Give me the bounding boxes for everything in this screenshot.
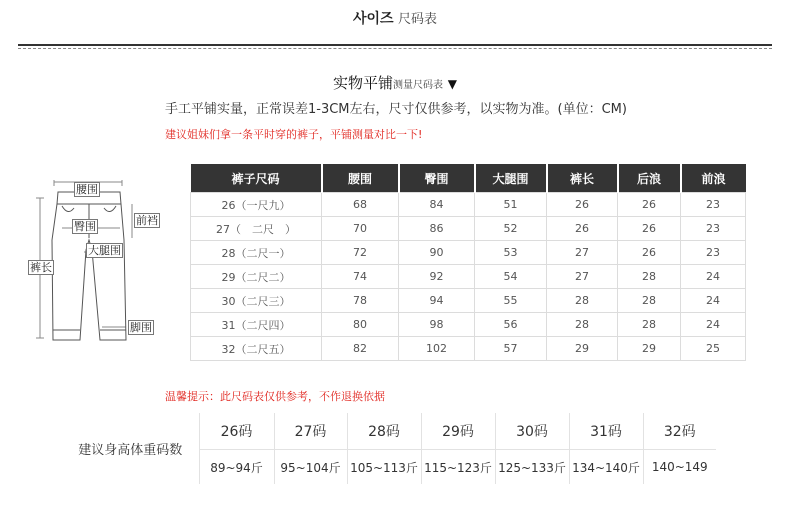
page-header [0, 8, 790, 28]
recommend-weight: 95~104斤 [274, 450, 347, 485]
measure-cell: 23 [681, 193, 746, 217]
measure-cell: 51 [475, 193, 547, 217]
recommend-size: 29码 [421, 413, 495, 450]
measure-cell: 84 [399, 193, 475, 217]
measure-cell: 28 [547, 313, 618, 337]
recommend-weight: 140~149 [643, 450, 716, 485]
size-cell: 32（二尺五） [191, 337, 322, 361]
size-table-row [191, 265, 746, 289]
warning-note: 温馨提示：此尺码表仅供参考，不作退换依据 [165, 390, 385, 403]
measure-cell: 90 [399, 241, 475, 265]
measure-cell: 74 [322, 265, 399, 289]
size-table-row [191, 193, 746, 217]
section-title-main: 实物平铺 [332, 74, 393, 92]
measure-cell: 92 [399, 265, 475, 289]
measurement-note: 手工平铺实量，正常误差1-3CM左右，尺寸仅供参考，以实物为准。(单位：CM) [165, 102, 627, 117]
size-table-row [191, 241, 746, 265]
size-table-row [191, 289, 746, 313]
header-waist: 腰围 [322, 164, 399, 193]
measure-cell: 28 [547, 289, 618, 313]
measure-cell: 82 [322, 337, 399, 361]
section-title [0, 72, 790, 93]
header-length: 裤长 [547, 164, 618, 193]
measure-cell: 70 [322, 217, 399, 241]
measure-cell: 26 [618, 217, 681, 241]
thigh-label: 大腿围 [88, 244, 121, 257]
measure-cell: 68 [322, 193, 399, 217]
header-back-rise: 后浪 [618, 164, 681, 193]
measure-cell: 29 [618, 337, 681, 361]
recommend-table [62, 413, 716, 484]
recommend-label: 建议身高体重码数 [62, 413, 199, 484]
section-title-small: 测量尺码表 [393, 80, 443, 91]
measurement-suggestion: 建议姐妹们拿一条平时穿的裤子，平铺测量对比一下! [165, 128, 423, 141]
header-front-rise: 前浪 [681, 164, 746, 193]
measure-cell: 56 [475, 313, 547, 337]
measure-cell: 25 [681, 337, 746, 361]
size-cell: 28（二尺一） [191, 241, 322, 265]
header-title-zh: 尺码表 [398, 12, 438, 27]
size-cell: 29（二尺二） [191, 265, 322, 289]
size-table-row [191, 337, 746, 361]
pants-diagram [22, 180, 192, 350]
recommend-size: 27码 [274, 413, 347, 450]
measure-cell: 26 [618, 193, 681, 217]
measure-cell: 94 [399, 289, 475, 313]
waist-label: 腰围 [76, 183, 98, 196]
header-hip: 臀围 [399, 164, 475, 193]
measure-cell: 80 [322, 313, 399, 337]
recommend-weight: 134~140斤 [569, 450, 643, 485]
size-table-header [191, 164, 746, 193]
measure-cell: 24 [681, 265, 746, 289]
measure-cell: 98 [399, 313, 475, 337]
size-table-row [191, 217, 746, 241]
recommend-size: 30码 [495, 413, 569, 450]
measure-cell: 26 [547, 217, 618, 241]
size-table-row [191, 313, 746, 337]
measure-cell: 24 [681, 313, 746, 337]
recommend-size: 32码 [663, 424, 696, 440]
measure-cell: 72 [322, 241, 399, 265]
size-cell: 30（二尺三） [191, 289, 322, 313]
recommend-size-row [62, 413, 716, 450]
measure-cell: 55 [475, 289, 547, 313]
measure-cell: 23 [681, 217, 746, 241]
recommend-weight: 125~133斤 [495, 450, 569, 485]
measure-cell: 24 [681, 289, 746, 313]
hem-label: 脚围 [130, 321, 152, 334]
measure-cell: 28 [618, 265, 681, 289]
measure-cell: 54 [475, 265, 547, 289]
measure-cell: 102 [399, 337, 475, 361]
measure-cell: 86 [399, 217, 475, 241]
measure-cell: 27 [547, 241, 618, 265]
recommend-weight: 115~123斤 [421, 450, 495, 485]
recommend-size: 28码 [347, 413, 421, 450]
measure-cell: 29 [547, 337, 618, 361]
measure-cell: 28 [618, 313, 681, 337]
header-divider [18, 44, 772, 49]
measure-cell: 28 [618, 289, 681, 313]
measure-cell: 53 [475, 241, 547, 265]
measure-cell: 27 [547, 265, 618, 289]
length-label: 裤长 [30, 261, 52, 274]
size-cell: 26（一尺九） [191, 193, 322, 217]
size-cell: 31（二尺四） [191, 313, 322, 337]
down-arrow-icon: ▼ [447, 77, 458, 91]
header-size: 裤子尺码 [191, 164, 322, 193]
size-table [190, 164, 746, 361]
recommend-size: 31码 [569, 413, 643, 450]
hip-label: 臀围 [74, 220, 96, 233]
recommend-weight: 89~94斤 [199, 450, 274, 485]
measure-cell: 26 [618, 241, 681, 265]
measure-cell: 26 [547, 193, 618, 217]
measure-cell: 57 [475, 337, 547, 361]
recommend-weight: 105~113斤 [347, 450, 421, 485]
measure-cell: 52 [475, 217, 547, 241]
measure-cell: 23 [681, 241, 746, 265]
header-title-ko: 사이즈 [352, 11, 394, 27]
front-rise-label: 前裆 [136, 214, 158, 227]
measure-cell: 78 [322, 289, 399, 313]
header-thigh: 大腿围 [475, 164, 547, 193]
recommend-size: 26码 [199, 413, 274, 450]
size-cell: 27（ 二尺 ） [191, 217, 322, 241]
